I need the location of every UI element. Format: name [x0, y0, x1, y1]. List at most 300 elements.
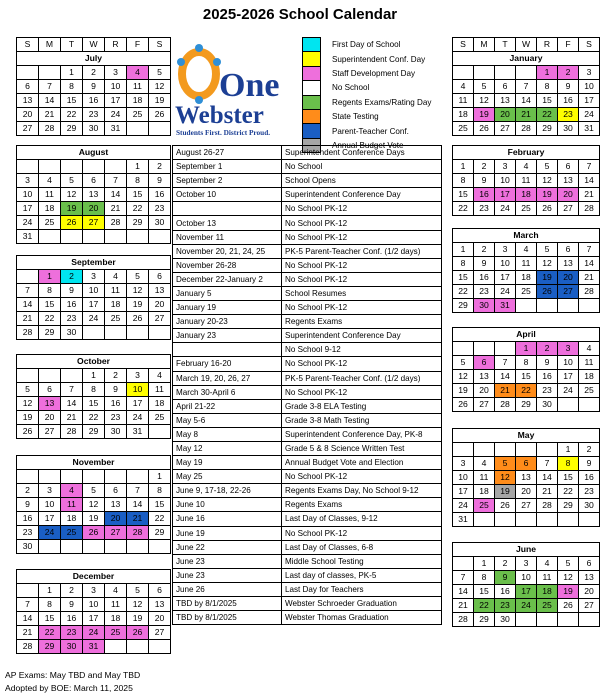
- day-cell: 8: [149, 484, 171, 498]
- day-cell: [17, 584, 39, 598]
- day-cell: 16: [579, 471, 600, 485]
- weekday-header: M: [39, 38, 61, 52]
- day-cell: 2: [105, 369, 127, 383]
- day-cell: 5: [61, 174, 83, 188]
- day-cell: 17: [127, 397, 149, 411]
- day-cell: 18: [474, 485, 495, 499]
- day-cell: [127, 470, 149, 484]
- day-cell: 18: [105, 298, 127, 312]
- event-row: [173, 427, 442, 441]
- day-cell: 7: [39, 80, 61, 94]
- day-cell: 8: [39, 598, 61, 612]
- day-cell: 22: [39, 312, 61, 326]
- day-cell: 9: [579, 457, 600, 471]
- day-cell: [495, 342, 516, 356]
- day-cell: 3: [453, 457, 474, 471]
- day-cell: 21: [127, 512, 149, 526]
- day-cell: 25: [127, 108, 149, 122]
- day-cell: [474, 342, 495, 356]
- event-date: June 23: [173, 554, 282, 568]
- event-row: [173, 329, 442, 343]
- event-row: [173, 568, 442, 582]
- day-cell: 6: [558, 243, 579, 257]
- day-cell: 10: [105, 80, 127, 94]
- event-row: [173, 385, 442, 399]
- day-cell: 2: [495, 557, 516, 571]
- weekday-header: T: [495, 38, 516, 52]
- event-row: [173, 188, 442, 202]
- day-cell: 10: [516, 571, 537, 585]
- day-cell: 1: [61, 66, 83, 80]
- day-cell: 25: [453, 122, 474, 136]
- day-cell: 3: [558, 342, 579, 356]
- day-cell: 2: [149, 160, 171, 174]
- event-row: [173, 315, 442, 329]
- event-date: October 10: [173, 188, 282, 202]
- day-cell: 9: [474, 257, 495, 271]
- day-cell: 24: [516, 599, 537, 613]
- day-cell: 26: [127, 626, 149, 640]
- day-cell: 3: [516, 557, 537, 571]
- day-cell: 30: [61, 640, 83, 654]
- event-date: June 23: [173, 568, 282, 582]
- day-cell: 30: [61, 326, 83, 340]
- day-cell: 11: [105, 598, 127, 612]
- day-cell: 21: [579, 188, 600, 202]
- day-cell: [453, 342, 474, 356]
- month-name: April: [453, 328, 600, 342]
- legend-label: First Day of School: [332, 40, 401, 50]
- day-cell: 22: [453, 202, 474, 216]
- day-cell: 24: [83, 312, 105, 326]
- day-cell: 9: [105, 383, 127, 397]
- day-cell: 14: [61, 397, 83, 411]
- day-cell: 22: [537, 108, 558, 122]
- day-cell: 6: [558, 160, 579, 174]
- day-cell: 28: [579, 285, 600, 299]
- day-cell: 6: [83, 174, 105, 188]
- day-cell: 12: [495, 471, 516, 485]
- legend-label: No School: [332, 83, 370, 93]
- day-cell: 13: [579, 571, 600, 585]
- day-cell: [579, 613, 600, 627]
- day-cell: [61, 540, 83, 554]
- legend-swatch: [303, 109, 321, 123]
- day-cell: 4: [149, 369, 171, 383]
- day-cell: 14: [17, 298, 39, 312]
- day-cell: 6: [149, 270, 171, 284]
- event-date: May 5-6: [173, 413, 282, 427]
- day-cell: 8: [61, 80, 83, 94]
- day-cell: 16: [105, 397, 127, 411]
- event-description: Middle School Testing: [282, 554, 442, 568]
- day-cell: 9: [149, 174, 171, 188]
- svg-text:Webster: Webster: [175, 102, 264, 129]
- day-cell: 27: [558, 285, 579, 299]
- day-cell: 20: [39, 411, 61, 425]
- day-cell: 31: [495, 299, 516, 313]
- day-cell: 24: [17, 216, 39, 230]
- month-name: August: [17, 146, 171, 160]
- day-cell: [17, 270, 39, 284]
- event-row: [173, 286, 442, 300]
- event-description: Last day of classes, PK-5: [282, 568, 442, 582]
- event-date: September 1: [173, 160, 282, 174]
- day-cell: 11: [537, 571, 558, 585]
- day-cell: 8: [474, 571, 495, 585]
- day-cell: 25: [474, 499, 495, 513]
- event-row: [173, 540, 442, 554]
- day-cell: 24: [453, 499, 474, 513]
- day-cell: 13: [558, 257, 579, 271]
- day-cell: 17: [39, 512, 61, 526]
- day-cell: 21: [495, 384, 516, 398]
- event-description: No School 9-12: [282, 343, 442, 357]
- month-name: March: [453, 229, 600, 243]
- day-cell: 18: [105, 612, 127, 626]
- day-cell: 20: [558, 188, 579, 202]
- day-cell: [105, 326, 127, 340]
- day-cell: 11: [149, 383, 171, 397]
- weekday-header: F: [127, 38, 149, 52]
- day-cell: 5: [474, 80, 495, 94]
- event-date: February 16-20: [173, 357, 282, 371]
- day-cell: 14: [39, 94, 61, 108]
- day-cell: 8: [39, 284, 61, 298]
- legend-label: Annual Budget Vote: [332, 140, 404, 150]
- day-cell: 3: [17, 174, 39, 188]
- event-row: [173, 399, 442, 413]
- event-date: January 5: [173, 286, 282, 300]
- day-cell: 16: [474, 271, 495, 285]
- event-date: June 9, 17-18, 22-26: [173, 484, 282, 498]
- legend-label: State Testing: [332, 112, 379, 122]
- day-cell: 23: [558, 108, 579, 122]
- weekday-header: W: [83, 38, 105, 52]
- day-cell: 6: [39, 383, 61, 397]
- day-cell: 16: [61, 298, 83, 312]
- day-cell: 17: [495, 188, 516, 202]
- day-cell: 28: [495, 398, 516, 412]
- day-cell: 1: [558, 443, 579, 457]
- month-name: November: [17, 456, 171, 470]
- legend-label: Superintendent Conf. Day: [332, 54, 426, 64]
- weekday-header: R: [105, 38, 127, 52]
- event-row: [173, 202, 442, 216]
- day-cell: 13: [39, 397, 61, 411]
- day-cell: 6: [516, 457, 537, 471]
- day-cell: [474, 443, 495, 457]
- day-cell: 5: [17, 383, 39, 397]
- day-cell: 24: [495, 202, 516, 216]
- day-cell: 2: [474, 160, 495, 174]
- day-cell: 27: [474, 398, 495, 412]
- legend-swatch: [303, 95, 321, 109]
- day-cell: 29: [39, 326, 61, 340]
- day-cell: 23: [61, 626, 83, 640]
- day-cell: 10: [17, 188, 39, 202]
- day-cell: [127, 326, 149, 340]
- day-cell: 9: [61, 284, 83, 298]
- day-cell: 24: [83, 626, 105, 640]
- legend-swatch: [303, 81, 321, 95]
- event-description: Superintendent Conference Day: [282, 329, 442, 343]
- day-cell: [83, 540, 105, 554]
- day-cell: [105, 230, 127, 244]
- day-cell: 11: [453, 94, 474, 108]
- day-cell: 12: [83, 498, 105, 512]
- day-cell: 26: [127, 312, 149, 326]
- day-cell: 8: [453, 257, 474, 271]
- day-cell: 13: [17, 94, 39, 108]
- day-cell: 7: [453, 571, 474, 585]
- day-cell: 15: [453, 188, 474, 202]
- event-description: School Opens: [282, 174, 442, 188]
- day-cell: 21: [61, 411, 83, 425]
- day-cell: 2: [61, 270, 83, 284]
- day-cell: 26: [537, 285, 558, 299]
- day-cell: 14: [453, 585, 474, 599]
- day-cell: 26: [149, 108, 171, 122]
- day-cell: 13: [495, 94, 516, 108]
- event-row: [173, 174, 442, 188]
- weekday-header: S: [149, 38, 171, 52]
- event-row: [173, 301, 442, 315]
- day-cell: 7: [17, 284, 39, 298]
- event-description: No School PK-12: [282, 470, 442, 484]
- day-cell: 28: [537, 499, 558, 513]
- day-cell: 1: [127, 160, 149, 174]
- day-cell: 20: [149, 298, 171, 312]
- day-cell: [61, 369, 83, 383]
- day-cell: [127, 540, 149, 554]
- day-cell: 25: [39, 216, 61, 230]
- day-cell: 18: [453, 108, 474, 122]
- day-cell: 28: [516, 122, 537, 136]
- day-cell: [105, 470, 127, 484]
- event-description: No School: [282, 160, 442, 174]
- day-cell: [453, 66, 474, 80]
- day-cell: 9: [61, 598, 83, 612]
- day-cell: 2: [558, 66, 579, 80]
- day-cell: [579, 398, 600, 412]
- day-cell: 12: [474, 94, 495, 108]
- event-row: [173, 357, 442, 371]
- day-cell: 5: [149, 66, 171, 80]
- day-cell: 29: [516, 398, 537, 412]
- day-cell: 16: [17, 512, 39, 526]
- day-cell: 26: [558, 599, 579, 613]
- day-cell: 10: [83, 284, 105, 298]
- month-calendar: [452, 145, 600, 216]
- day-cell: 23: [83, 108, 105, 122]
- day-cell: 15: [558, 471, 579, 485]
- day-cell: 11: [39, 188, 61, 202]
- day-cell: [127, 230, 149, 244]
- day-cell: 12: [537, 174, 558, 188]
- day-cell: 12: [149, 80, 171, 94]
- day-cell: 19: [127, 612, 149, 626]
- weekday-header: R: [537, 38, 558, 52]
- event-row: [173, 272, 442, 286]
- day-cell: 4: [105, 584, 127, 598]
- day-cell: 26: [453, 398, 474, 412]
- day-cell: 5: [537, 160, 558, 174]
- day-cell: 21: [39, 108, 61, 122]
- day-cell: 28: [453, 613, 474, 627]
- day-cell: 19: [83, 512, 105, 526]
- day-cell: 2: [17, 484, 39, 498]
- day-cell: 26: [474, 122, 495, 136]
- event-date: June 16: [173, 512, 282, 526]
- event-row: [173, 216, 442, 230]
- day-cell: 18: [149, 397, 171, 411]
- day-cell: 3: [83, 270, 105, 284]
- day-cell: 31: [127, 425, 149, 439]
- day-cell: 21: [537, 485, 558, 499]
- day-cell: 15: [127, 188, 149, 202]
- day-cell: 5: [537, 243, 558, 257]
- day-cell: 17: [579, 94, 600, 108]
- day-cell: 27: [495, 122, 516, 136]
- day-cell: 22: [149, 512, 171, 526]
- day-cell: 26: [495, 499, 516, 513]
- event-row: [173, 230, 442, 244]
- day-cell: 23: [61, 312, 83, 326]
- month-name: September: [17, 256, 171, 270]
- day-cell: 18: [516, 188, 537, 202]
- ap-exams-note: AP Exams: May TBD and May TBD: [5, 670, 141, 680]
- day-cell: 29: [453, 299, 474, 313]
- day-cell: 3: [127, 369, 149, 383]
- day-cell: 22: [516, 384, 537, 398]
- day-cell: [558, 513, 579, 527]
- day-cell: 4: [61, 484, 83, 498]
- day-cell: 14: [105, 188, 127, 202]
- day-cell: 19: [474, 108, 495, 122]
- day-cell: 29: [474, 613, 495, 627]
- day-cell: 21: [105, 202, 127, 216]
- day-cell: 13: [474, 370, 495, 384]
- day-cell: 13: [149, 284, 171, 298]
- event-date: September 2: [173, 174, 282, 188]
- event-description: PK-5 Parent-Teacher Conf. (1/2 days): [282, 371, 442, 385]
- day-cell: 6: [495, 80, 516, 94]
- day-cell: 26: [83, 526, 105, 540]
- event-row: [173, 470, 442, 484]
- legend-swatch: [303, 52, 321, 66]
- day-cell: 4: [579, 342, 600, 356]
- event-row: [173, 258, 442, 272]
- event-date: March 19, 20, 26, 27: [173, 371, 282, 385]
- day-cell: 24: [495, 285, 516, 299]
- day-cell: 20: [105, 512, 127, 526]
- day-cell: 13: [516, 471, 537, 485]
- legend-swatch: [303, 66, 321, 80]
- day-cell: 14: [495, 370, 516, 384]
- event-description: No School PK-12: [282, 526, 442, 540]
- events-table: [172, 145, 442, 625]
- day-cell: 25: [61, 526, 83, 540]
- event-date: [173, 202, 282, 216]
- event-description: No School PK-12: [282, 258, 442, 272]
- day-cell: [537, 513, 558, 527]
- day-cell: 8: [537, 80, 558, 94]
- day-cell: 8: [453, 174, 474, 188]
- event-description: No School PK-12: [282, 301, 442, 315]
- day-cell: [83, 230, 105, 244]
- weekday-header: S: [453, 38, 474, 52]
- event-row: [173, 582, 442, 596]
- day-cell: 9: [558, 80, 579, 94]
- day-cell: 30: [495, 613, 516, 627]
- day-cell: 9: [83, 80, 105, 94]
- day-cell: 10: [453, 471, 474, 485]
- day-cell: 27: [149, 626, 171, 640]
- day-cell: [39, 160, 61, 174]
- day-cell: 5: [127, 270, 149, 284]
- month-calendar: [452, 228, 600, 313]
- day-cell: 1: [39, 270, 61, 284]
- day-cell: [17, 66, 39, 80]
- day-cell: 28: [39, 122, 61, 136]
- month-calendar: [16, 145, 171, 244]
- day-cell: [127, 122, 149, 136]
- event-description: Annual Budget Vote and Election: [282, 456, 442, 470]
- month-name: January: [453, 52, 600, 66]
- day-cell: [105, 540, 127, 554]
- day-cell: 4: [516, 160, 537, 174]
- day-cell: 1: [453, 243, 474, 257]
- event-date: June 22: [173, 540, 282, 554]
- event-date: November 26-28: [173, 258, 282, 272]
- month-calendar: [452, 428, 600, 527]
- day-cell: [149, 540, 171, 554]
- day-cell: 15: [39, 612, 61, 626]
- event-row: [173, 611, 442, 625]
- day-cell: 11: [474, 471, 495, 485]
- day-cell: 18: [39, 202, 61, 216]
- day-cell: 28: [61, 425, 83, 439]
- day-cell: 18: [537, 585, 558, 599]
- day-cell: 6: [474, 356, 495, 370]
- day-cell: 16: [558, 94, 579, 108]
- day-cell: [39, 230, 61, 244]
- legend-swatch: [303, 38, 321, 52]
- color-legend: [302, 37, 432, 153]
- event-description: No School PK-12: [282, 357, 442, 371]
- day-cell: 11: [516, 257, 537, 271]
- day-cell: 10: [127, 383, 149, 397]
- day-cell: 27: [516, 499, 537, 513]
- day-cell: 22: [61, 108, 83, 122]
- day-cell: 27: [39, 425, 61, 439]
- day-cell: 8: [516, 356, 537, 370]
- day-cell: 2: [579, 443, 600, 457]
- day-cell: 23: [149, 202, 171, 216]
- day-cell: 14: [579, 174, 600, 188]
- day-cell: 31: [579, 122, 600, 136]
- day-cell: 7: [105, 174, 127, 188]
- day-cell: [516, 613, 537, 627]
- event-date: TBD by 8/1/2025: [173, 611, 282, 625]
- month-calendar: [16, 37, 171, 136]
- month-calendar: [16, 569, 171, 654]
- day-cell: 23: [474, 202, 495, 216]
- day-cell: 24: [558, 384, 579, 398]
- event-description: No School PK-12: [282, 272, 442, 286]
- day-cell: 28: [579, 202, 600, 216]
